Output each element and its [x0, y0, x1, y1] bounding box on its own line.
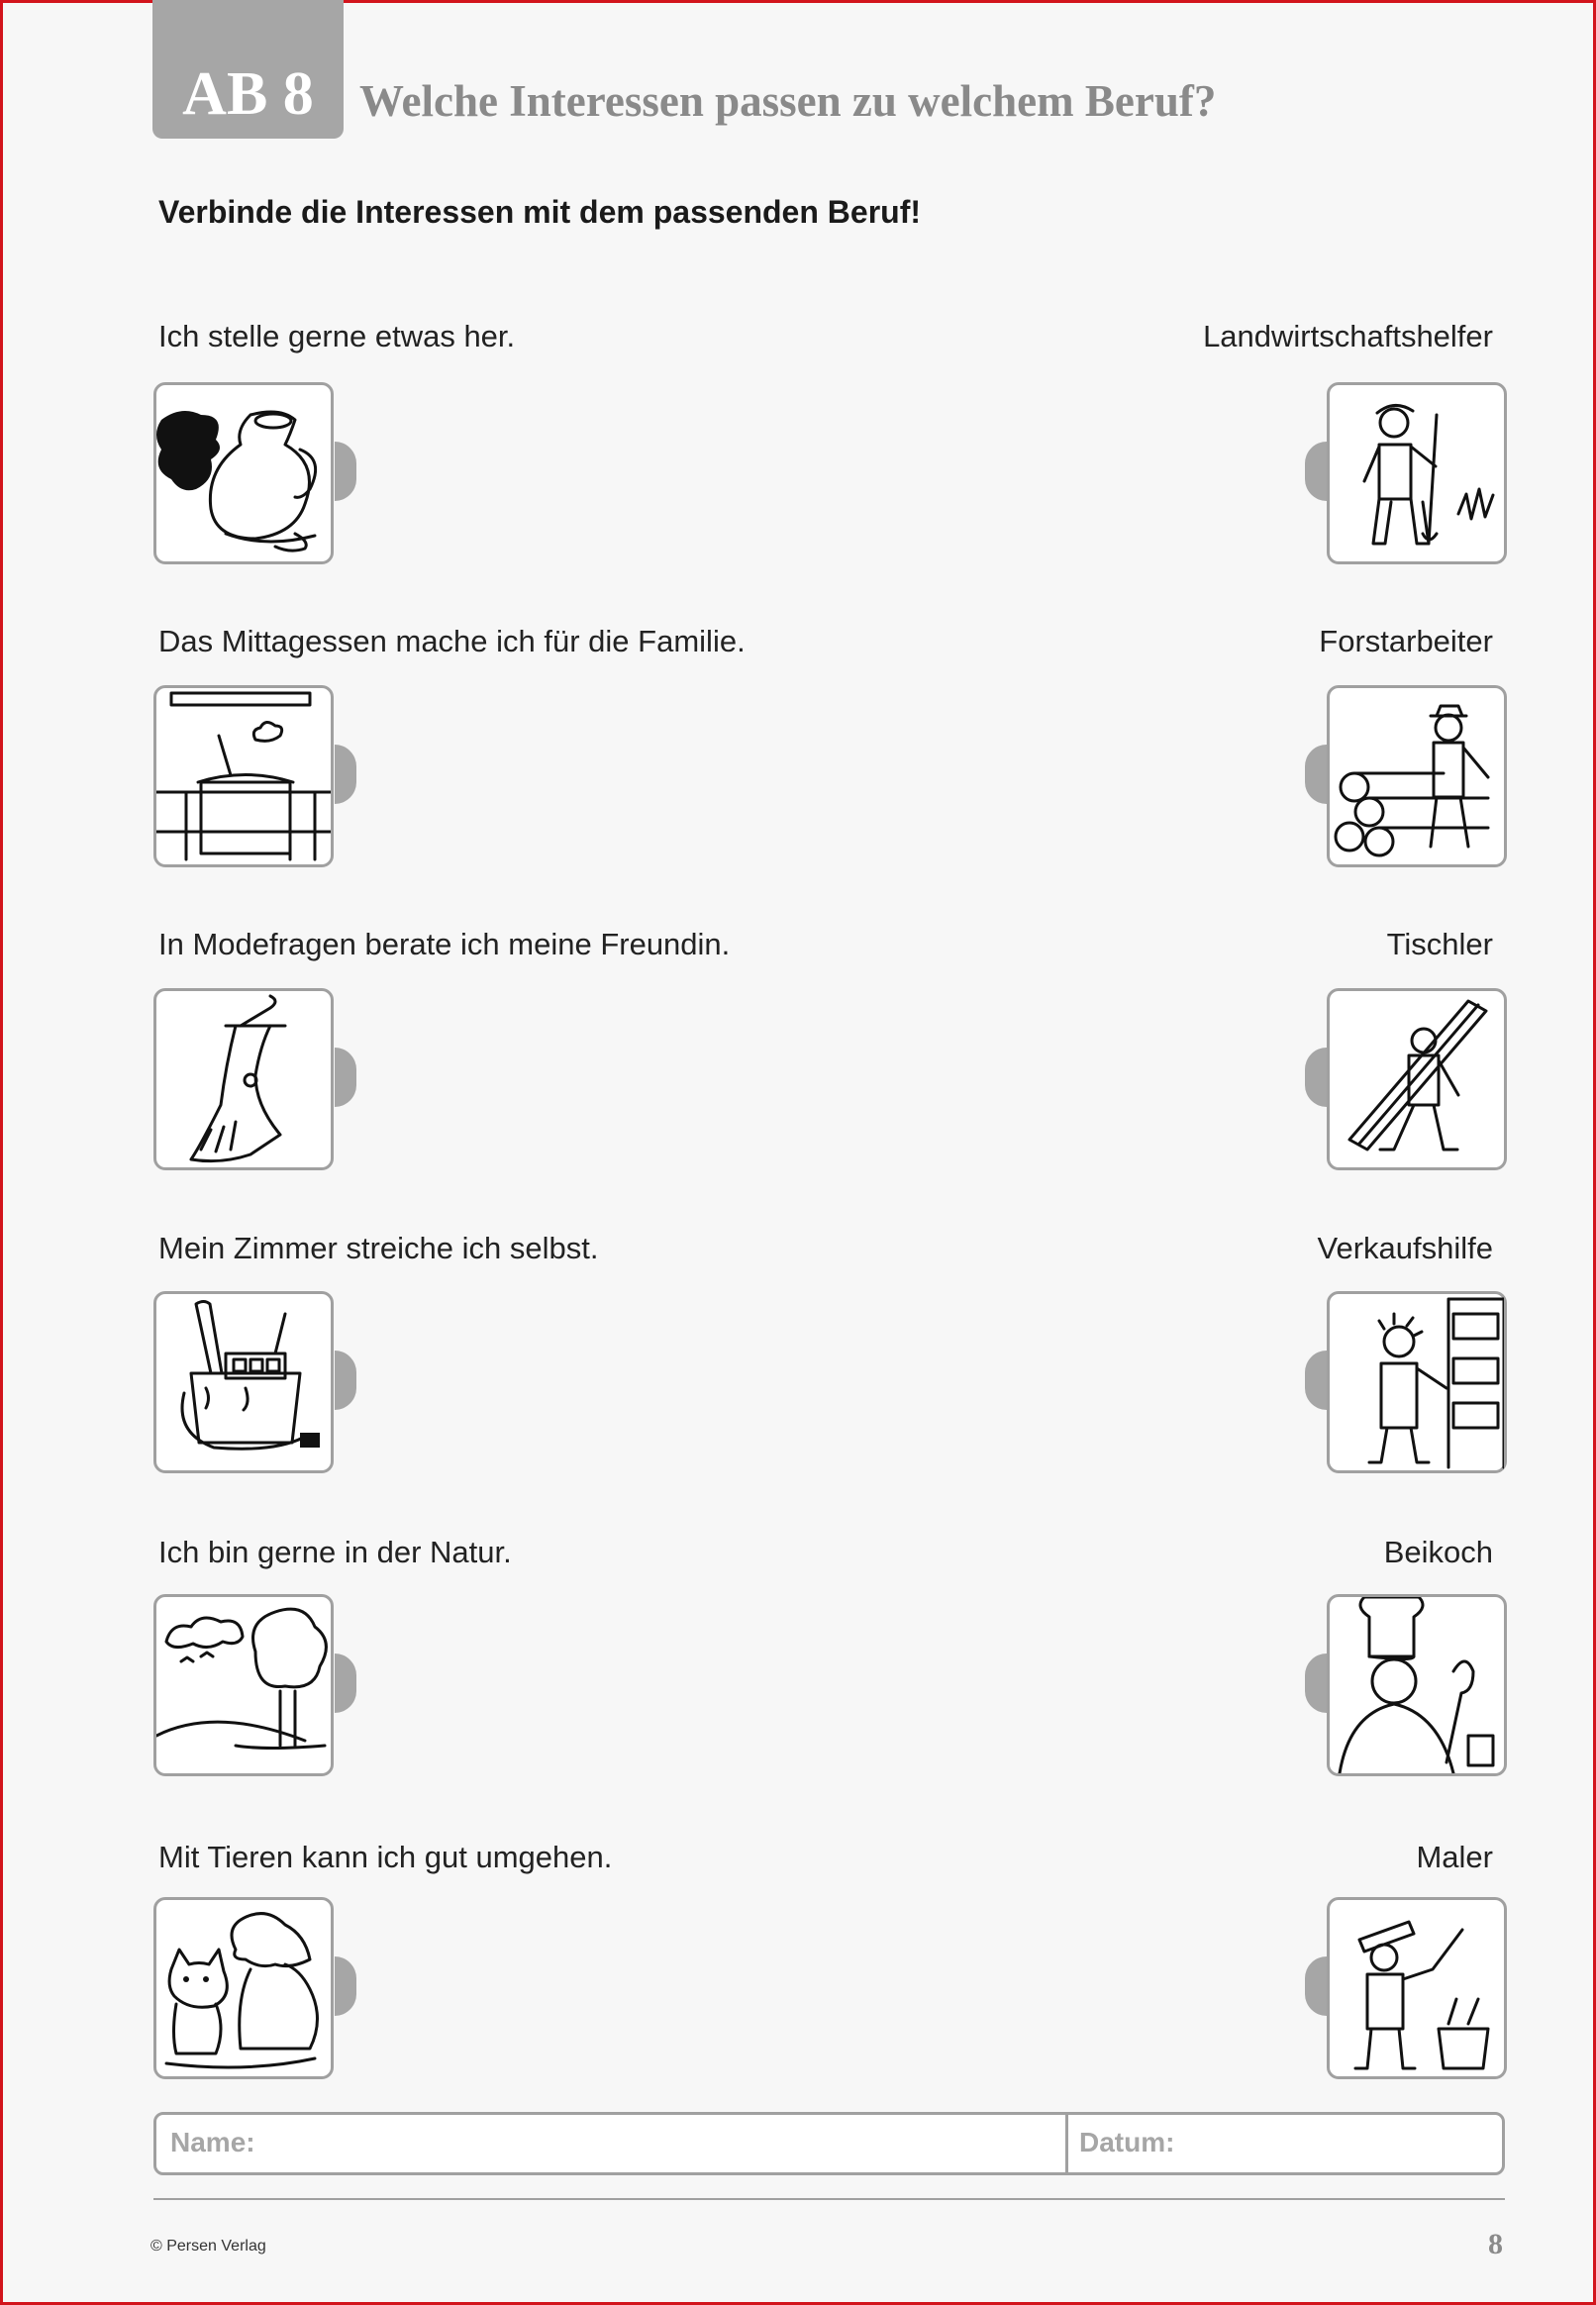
connector-dot[interactable] — [1305, 442, 1327, 501]
name-date-box — [153, 2112, 1505, 2175]
profession-label: Maler — [1416, 1840, 1493, 1874]
connector-dot[interactable] — [1305, 1956, 1327, 2016]
painter-icon — [1327, 1897, 1507, 2079]
cooking-pot-icon — [153, 685, 334, 867]
paint-bucket-icon — [153, 1291, 334, 1473]
pottery-icon — [153, 382, 334, 564]
date-field-label[interactable]: Datum: — [1079, 2127, 1175, 2157]
worksheet-tag: AB 8 — [152, 0, 344, 139]
instruction-text: Verbinde die Interessen mit dem passenden Beruf! — [158, 194, 921, 230]
interest-label: Mit Tieren kann ich gut umgehen. — [158, 1840, 613, 1874]
chef-icon — [1327, 1594, 1507, 1776]
interest-label: Das Mittagessen mache ich für die Familie. — [158, 624, 746, 658]
field-divider — [1065, 2115, 1068, 2172]
connector-dot[interactable] — [335, 1654, 356, 1713]
connector-dot[interactable] — [1305, 1351, 1327, 1410]
page-title: Welche Interessen passen zu welchem Beruf? — [359, 76, 1217, 126]
profession-label: Landwirtschaftshelfer — [1203, 319, 1493, 353]
interest-label: In Modefragen berate ich meine Freundin. — [158, 927, 731, 961]
interest-label: Ich stelle gerne etwas her. — [158, 319, 516, 353]
interest-label: Ich bin gerne in der Natur. — [158, 1535, 512, 1569]
cat-dog-icon — [153, 1897, 334, 2079]
name-field-label[interactable]: Name: — [170, 2127, 255, 2157]
profession-label: Beikoch — [1383, 1535, 1493, 1569]
landscape-icon — [153, 1594, 334, 1776]
connector-dot[interactable] — [335, 1351, 356, 1410]
interest-label: Mein Zimmer streiche ich selbst. — [158, 1231, 599, 1265]
profession-label: Tischler — [1386, 927, 1493, 961]
connector-dot[interactable] — [335, 1048, 356, 1107]
connector-dot[interactable] — [1305, 1654, 1327, 1713]
connector-dot[interactable] — [1305, 745, 1327, 804]
footer-divider — [153, 2198, 1505, 2200]
farmer-icon — [1327, 382, 1507, 564]
profession-label: Forstarbeiter — [1319, 624, 1493, 658]
shop-assistant-icon — [1327, 1291, 1507, 1473]
connector-dot[interactable] — [1305, 1048, 1327, 1107]
forester-icon — [1327, 685, 1507, 867]
connector-dot[interactable] — [335, 745, 356, 804]
copyright-text: © Persen Verlag — [150, 2238, 266, 2255]
dress-icon — [153, 988, 334, 1170]
connector-dot[interactable] — [335, 442, 356, 501]
page-number: 8 — [1488, 2228, 1503, 2260]
connector-dot[interactable] — [335, 1956, 356, 2016]
profession-label: Verkaufshilfe — [1317, 1231, 1493, 1265]
carpenter-icon — [1327, 988, 1507, 1170]
